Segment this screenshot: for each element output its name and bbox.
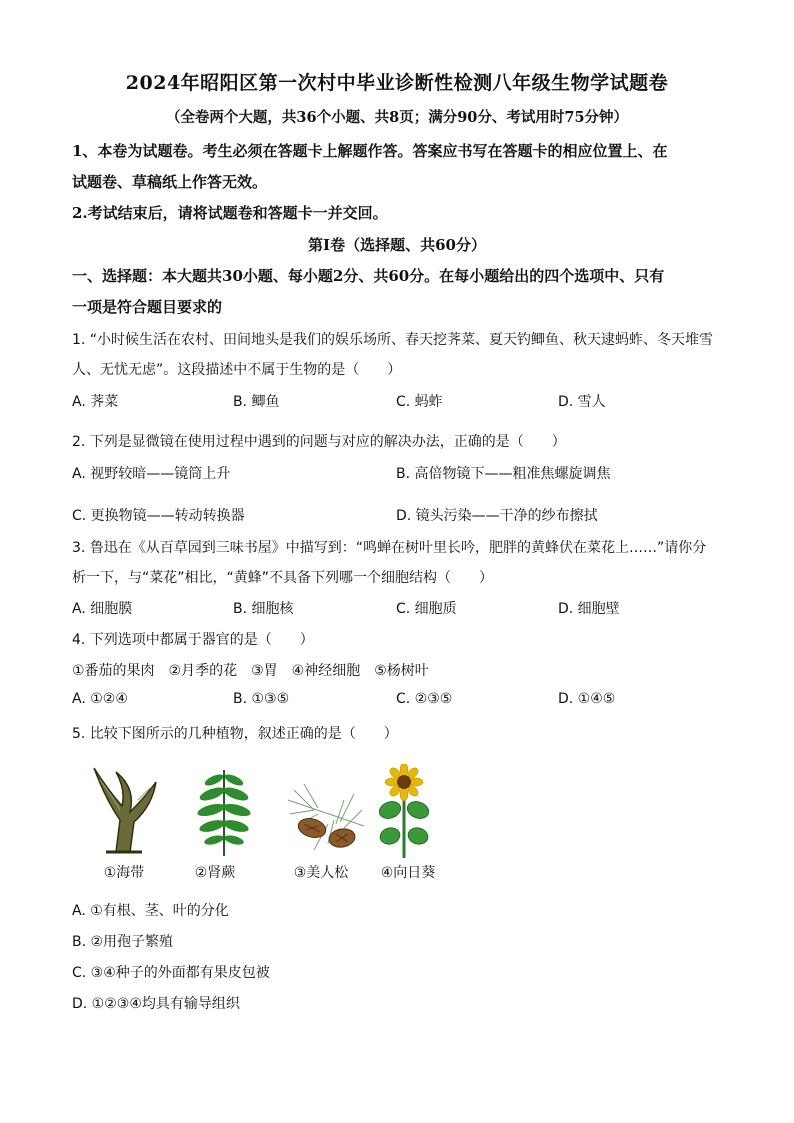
exam-subtitle: （全卷两个大题，共36个小题、共8页；满分90分、考试用时75分钟） [165,109,629,126]
note-1-line-1: 1、本卷为试题卷。考生必须在答题卡上解题作答。答案应书写在答题卡的相应位置上、在 [72,142,668,160]
question-1-line-2: 人、无忧无虑”。这段描述中不属于生物的是（ ） [72,362,402,378]
question-1-option-a: A. 荠菜 [72,394,119,410]
section-instruction-line-1: 一、选择题：本大题共30小题、每小题2分、共60分。在每小题给出的四个选项中、只有 [72,267,665,285]
sunflower-illustration [376,764,432,860]
question-4-option-b: B. ①③⑤ [233,691,290,707]
fern-illustration [196,766,252,858]
question-3-option-d: D. 细胞壁 [558,601,620,617]
question-3-line-2: 析一下，与“菜花”相比，“黄蜂”不具备下列哪一个细胞结构（ ） [72,570,494,586]
pine-illustration [284,780,368,856]
question-1-line-1: 1. “小时候生活在农村、田间地头是我们的娱乐场所、春天挖荠菜、夏天钓鲫鱼、秋天逮蚂蚱、冬天堆雪 [72,332,714,348]
section-heading: 第Ⅰ卷（选择题、共60分） [308,236,486,254]
question-4-option-a: A. ①②④ [72,691,128,707]
question-3-line-1: 3. 鲁迅在《从百草园到三味书屋》中描写到：“鸣蝉在树叶里长吟，肥胖的黄蜂伏在菜花上……”请你分 [72,540,707,556]
question-5-option-d: D. ①②③④均具有输导组织 [72,996,240,1012]
question-4-option-c: C. ②③⑤ [396,691,453,707]
question-2-option-a: A. 视野较暗——镜筒上升 [72,466,231,482]
plant-label-pine: ③美人松 [293,865,349,881]
question-1-option-d: D. 雪人 [558,394,606,410]
question-3-option-a: A. 细胞膜 [72,601,133,617]
kelp-illustration [86,760,162,856]
question-4-line-1: 4. 下列选项中都属于器官的是（ ） [72,632,314,648]
plant-label-sunflower: ④向日葵 [380,865,436,881]
question-3-option-c: C. 细胞质 [396,601,457,617]
question-5-line-1: 5. 比较下图所示的几种植物，叙述正确的是（ ） [72,726,398,742]
question-5-option-c: C. ③④种子的外面都有果皮包被 [72,965,270,981]
question-1-option-b: B. 鲫鱼 [233,394,280,410]
note-2: 2.考试结束后，请将试题卷和答题卡一并交回。 [72,204,388,222]
question-2-line-1: 2. 下列是显微镜在使用过程中遇到的问题与对应的解决办法，正确的是（ ） [72,434,566,450]
question-3-option-b: B. 细胞核 [233,601,294,617]
question-5-option-b: B. ②用孢子繁殖 [72,934,174,950]
question-5-option-a: A. ①有根、茎、叶的分化 [72,903,229,919]
question-4-items: ①番茄的果肉 ②月季的花 ③胃 ④神经细胞 ⑤杨树叶 [72,663,429,679]
question-2-option-b: B. 高倍物镜下——粗准焦螺旋调焦 [396,466,611,482]
section-instruction-line-2: 一项是符合题目要求的 [72,298,223,316]
question-2-option-d: D. 镜头污染——干净的纱布擦拭 [396,508,598,524]
plant-label-kelp: ①海带 [103,865,145,881]
plant-label-fern: ②肾蕨 [194,865,236,881]
question-2-option-c: C. 更换物镜——转动转换器 [72,508,245,524]
exam-title: 2024年昭阳区第一次村中毕业诊断性检测八年级生物学试题卷 [125,72,669,94]
question-1-option-c: C. 蚂蚱 [396,394,443,410]
note-1-line-2: 试题卷、草稿纸上作答无效。 [72,173,268,191]
question-4-option-d: D. ①④⑤ [558,691,616,707]
